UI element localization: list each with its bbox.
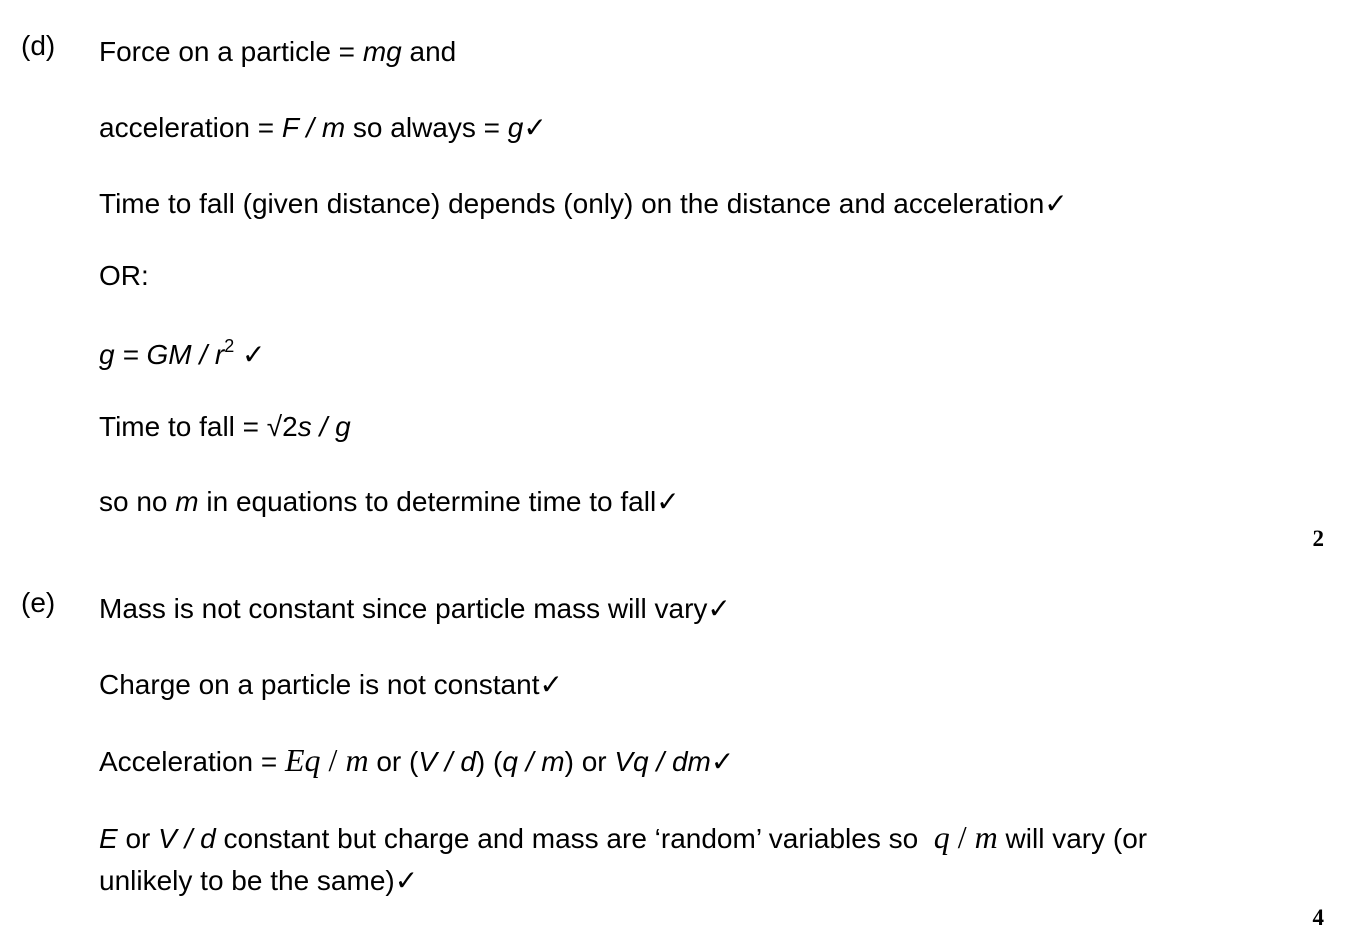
part-d-line-6: [99, 405, 351, 448]
text: ) (: [475, 746, 503, 777]
part-e-line-5: unlikely to be the same)✓: [99, 865, 419, 896]
math-eq: Eq: [285, 742, 321, 778]
text: so always =: [345, 112, 508, 143]
part-d-label: (d): [21, 30, 56, 61]
math-m: m: [345, 742, 369, 778]
math-q: q: [933, 819, 950, 855]
part-e-marks: 4: [1312, 905, 1324, 930]
check-mark: ✓: [523, 112, 547, 143]
text: ) or: [564, 746, 615, 777]
text: constant but charge and mass are ‘random’ variables so: [215, 823, 934, 854]
part-d-line-1: [99, 30, 456, 73]
math-slash: /: [320, 742, 346, 778]
math-v-over-d: V / d: [418, 746, 476, 777]
part-e-line-3: [99, 739, 734, 783]
math-gravity-formula: g = GM / r: [99, 339, 225, 370]
text: or (: [368, 746, 419, 777]
math-slash: /: [949, 819, 975, 855]
math-q-over-m: q / m: [502, 746, 565, 777]
text: and: [401, 36, 457, 67]
text: in equations to determine time to fall✓: [198, 486, 680, 517]
part-d-line-2: [99, 106, 547, 149]
part-d-marks: 2: [1312, 526, 1324, 551]
text: acceleration =: [99, 112, 282, 143]
text: so no: [99, 486, 176, 517]
exponent: 2: [224, 336, 235, 356]
math-e: E: [99, 823, 118, 854]
part-d-line-7: [99, 480, 680, 523]
part-e-label: (e): [21, 587, 56, 618]
math-s-over-g: s / g: [297, 411, 351, 442]
math-vq-over-dm: Vq / dm: [614, 746, 711, 777]
part-d-line-4: OR:: [99, 260, 149, 291]
part-d-line-5: [99, 333, 266, 376]
text: Time to fall = √2: [99, 411, 298, 442]
math-f-over-m: F / m: [281, 112, 346, 143]
text: Force on a particle =: [99, 36, 363, 67]
math-v-over-d: V / d: [158, 823, 216, 854]
part-e-line-1: Mass is not constant since particle mass will vary✓: [99, 593, 731, 624]
check-mark: ✓: [710, 746, 735, 777]
part-e-line-2: Charge on a particle is not constant✓: [99, 669, 563, 700]
text: will vary (or: [997, 823, 1148, 854]
part-d-line-3: Time to fall (given distance) depends (only) on the distance and acceleration✓: [99, 188, 1068, 219]
math-g: g: [507, 112, 524, 143]
math-mg: mg: [362, 36, 402, 67]
part-e-line-4: [99, 816, 1147, 860]
math-m: m: [974, 819, 998, 855]
text: or: [117, 823, 159, 854]
check-mark: ✓: [234, 339, 266, 370]
text: Acceleration =: [99, 746, 285, 777]
math-m: m: [175, 486, 199, 517]
